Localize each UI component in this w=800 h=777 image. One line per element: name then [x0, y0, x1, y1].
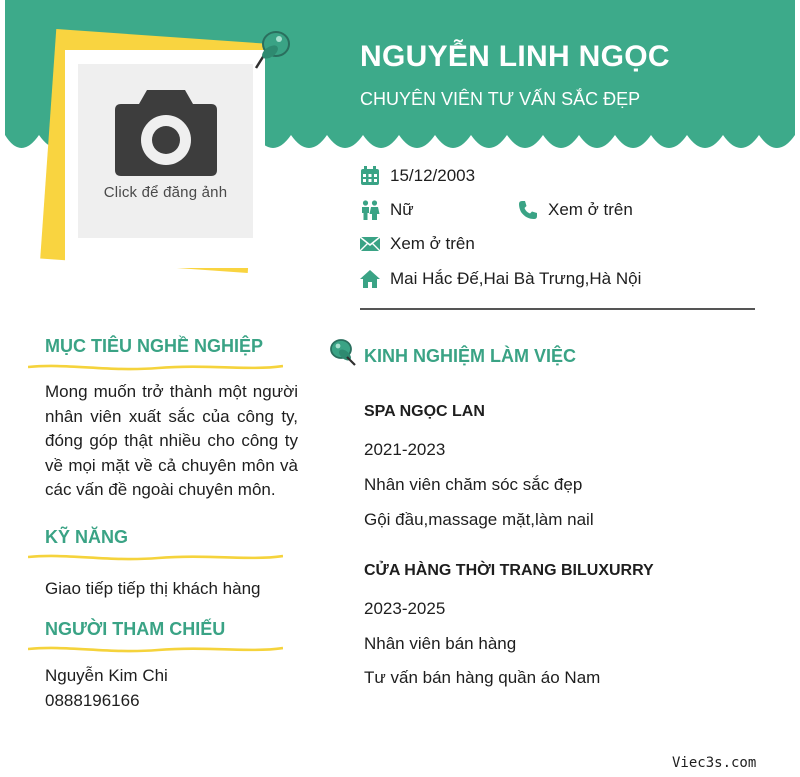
info-address	[360, 269, 641, 289]
heading-underline	[28, 552, 283, 564]
reference-name: Nguyễn Kim Chi	[45, 666, 168, 685]
skills-heading: KỸ NĂNG	[45, 527, 129, 547]
info-email	[360, 234, 475, 254]
experience-heading: KINH NGHIỆM LÀM VIỆC	[364, 346, 577, 366]
footer-brand: Viec3s.com	[672, 755, 757, 771]
home-icon	[360, 269, 380, 289]
job-company: SPA NGỌC LAN	[364, 403, 485, 420]
info-divider	[360, 308, 755, 310]
address-value: Mai Hắc Đế,Hai Bà Trưng,Hà Nội	[390, 269, 642, 288]
job-period: 2023-2025	[364, 599, 446, 618]
reference-phone: 0888196166	[45, 691, 140, 710]
phone-icon	[518, 200, 538, 220]
job-description: Gội đầu,massage mặt,làm nail	[364, 510, 594, 529]
photo-upload-label: Click để đăng ảnh	[103, 184, 228, 201]
birthdate-value: 15/12/2003	[390, 166, 476, 185]
phone-value: Xem ở trên	[548, 200, 633, 219]
info-birthdate	[360, 166, 475, 186]
gender-value: Nữ	[390, 200, 414, 219]
pushpin-icon	[252, 26, 292, 72]
job-description: Tư vấn bán hàng quần áo Nam	[364, 668, 601, 687]
heading-underline	[28, 362, 283, 374]
info-gender	[360, 200, 414, 220]
job-position: Nhân viên chăm sóc sắc đẹp	[364, 475, 583, 494]
info-phone	[518, 200, 633, 220]
references-heading: NGƯỜI THAM CHIẾU	[45, 619, 226, 639]
email-icon	[360, 234, 380, 254]
pushpin-icon	[328, 338, 358, 368]
photo-area	[40, 28, 280, 278]
camera-icon	[113, 86, 219, 178]
email-value: Xem ở trên	[390, 234, 475, 253]
skill-item: Giao tiếp tiếp thị khách hàng	[45, 579, 261, 598]
candidate-name: NGUYỄN LINH NGỌC	[360, 40, 670, 73]
calendar-icon	[360, 166, 380, 186]
job-period: 2021-2023	[364, 440, 446, 459]
objective-heading: MỤC TIÊU NGHỀ NGHIỆP	[45, 336, 264, 356]
objective-text: Mong muốn trở thành một người nhân viên xuất sắc của công ty, đóng góp thật nhiều cho công ty về mọi mặt về cả chuyên môn và các vấn đề ngoài chuyên môn.	[45, 382, 298, 499]
heading-underline	[28, 644, 283, 656]
job-position: Nhân viên bán hàng	[364, 634, 517, 653]
job-company: CỬA HÀNG THỜI TRANG BILUXURRY	[364, 562, 654, 579]
gender-icon	[360, 200, 380, 220]
photo-upload[interactable]	[78, 64, 253, 238]
candidate-title: CHUYÊN VIÊN TƯ VẤN SẮC ĐẸP	[360, 89, 641, 109]
